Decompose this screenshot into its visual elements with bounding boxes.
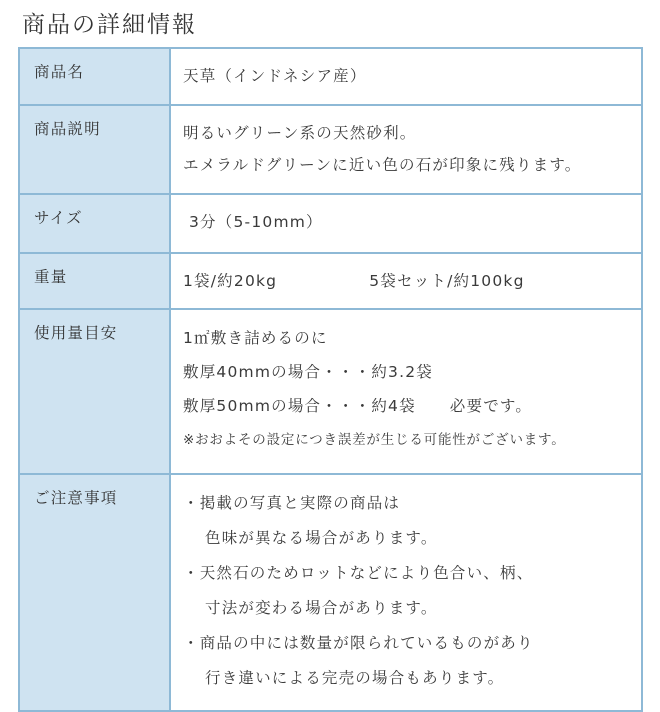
size-label: サイズ	[19, 194, 170, 253]
usage-disclaimer: ※おおよその設定につき誤差が生じる可能性がございます。	[183, 432, 566, 448]
caution-line: 行き違いによる完売の場合もあります。	[205, 669, 505, 687]
product-description-value	[170, 105, 642, 194]
caution-line: 寸法が変わる場合があります。	[205, 599, 438, 617]
row-cautions	[19, 474, 642, 711]
usage-guide-label: 使用量目安	[19, 309, 170, 474]
weight-value	[170, 253, 642, 309]
usage-line: 敷厚50mmの場合・・・約4袋 必要です。	[183, 397, 533, 415]
row-usage-guide	[19, 309, 642, 474]
caution-line: ・商品の中には数量が限られているものがあり	[183, 634, 534, 652]
product-description-label: 商品説明	[19, 105, 170, 194]
cautions-label: ご注意事項	[19, 474, 170, 711]
usage-guide-value	[170, 309, 642, 474]
row-weight	[19, 253, 642, 309]
description-line: 明るいグリーン系の天然砂利。	[183, 124, 417, 142]
caution-line: ・掲載の写真と実際の商品は	[183, 494, 401, 512]
row-product-description	[19, 105, 642, 194]
weight-single: 1袋/約20kg	[183, 272, 278, 290]
caution-line: ・天然石のためロットなどにより色合い、柄、	[183, 564, 534, 582]
usage-line: 敷厚40mmの場合・・・約3.2袋	[183, 363, 433, 381]
row-product-name	[19, 48, 642, 105]
product-name-value: 天草（インドネシア産）	[170, 48, 642, 105]
cautions-value	[170, 474, 642, 711]
product-name-label: 商品名	[19, 48, 170, 105]
description-line: エメラルドグリーンに近い色の石が印象に残ります。	[183, 156, 582, 174]
weight-label: 重量	[19, 253, 170, 309]
product-spec-table	[18, 47, 643, 712]
weight-set: 5袋セット/約100kg	[369, 272, 525, 290]
caution-line: 色味が異なる場合があります。	[205, 529, 438, 547]
page-title: 商品の詳細情報	[22, 12, 197, 38]
row-size	[19, 194, 642, 253]
size-value: 3分（5-10mm）	[170, 194, 642, 253]
usage-line: 1㎡敷き詰めるのに	[183, 329, 328, 347]
